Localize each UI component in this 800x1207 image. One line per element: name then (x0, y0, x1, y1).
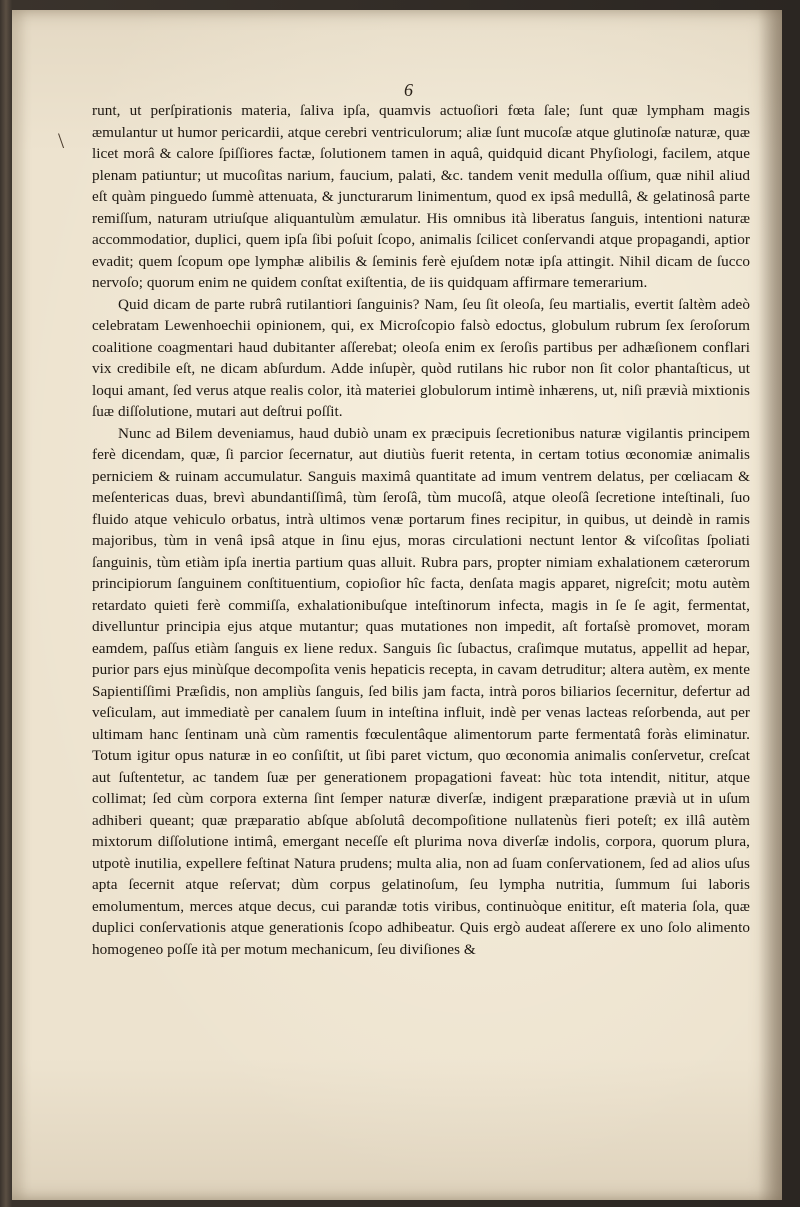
paragraph-1: runt, ut perſpirationis materia, ſaliva ipſa, quamvis actuoſiori fœta ſale; ſunt quæ lympham magis æmulantur ut humor pericardii, atque cerebri ventriculorum; aliæ ſunt mucoſæ atque glutinoſæ naturæ, quæ licet morâ & calore ſpiſſiores factæ, ſolutionem tamen in aquâ, quidquid dicant Phyſiologi, facilem, atque plenam patiuntur; ut mucoſitas narium, faucium, palati, &c. tandem venit medulla oſſium, quæ nihil aliud eſt quàm pinguedo ſummè attenuata, & juncturarum linimentum, quod ex ipsâ medullâ, & gelatinosâ parte remiſſum, naturam utriuſque aliquantulùm æmulatur. His omnibus ità liberatus ſanguis, intentioni naturæ accommodatior, duplici, quem ipſa ſibi poſuit ſcopo, animalis ſcilicet conſervandi atque propagandi, aptior evadit; quem ſcopum ope lymphæ alibilis & ſeminis ferè ejuſdem notæ ipſa attingit. Nihil dicam de ſucco nervoſo; quorum enim ne quidem conſtat exiſtentia, de iis quidquam affirmare temerarium. (92, 102, 750, 291)
paragraph-3: Nunc ad Bilem deveniamus, haud dubiò unam ex præcipuis ſecretionibus naturæ vigilantis principem ferè dicendam, quæ, ſi parcior ſecernatur, aut diutiùs fuerit retenta, in certam totius œconomiæ animalis perniciem & ruinam accumulatur. Sanguis maximâ quantitate ad imum ventrem delatus, per cœliacam & meſentericas duas, brevì abundantiſſimâ, tùm ſeroſâ, tùm mucoſâ, atque oleoſâ ſecretione inteſtinali, ſuo fluido atque vehiculo orbatus, intrà ultimos venæ portarum fines recipitur, in quibus, ut deindè in ramis majoribus, tùm in venâ ipsâ atque in ſinu ejus, moras circulationi nectunt lentor & viſcoſitas ſpoliati ſanguinis, tùm etiàm ipſa inertia partium quas alluit. Rubra pars, propter nimiam exhalationem cæterorum principiorum ſanguinem conſtituentium, copioſior hîc facta, denſata magis apparet, nigreſcit; motu autèm retardato quieti ferè commiſſa, exhalationibuſque inteſtinorum infecta, magis in ſe ſe agit, fermentat, divelluntur principia ejus atque mutantur; quas mutationes non impedit, aſt fortaſsè promovet, moram eamdem, paſſus etiàm ſanguis ex liene redux. Sanguis ſic ſubactus, craſimque mutatus, appellit ad hepar, purior pars ejus minùſque decompoſita venis hepaticis recepta, in cavam detruditur; altera autèm, ex mente Sapientiſſimi Præſidis, non ampliùs ſanguis, ſed bilis jam facta, intrà poros biliarios ſecernitur, defertur ad veſiculam, aut immediatè per canalem ſuum in inteſtina influit, indè per venas lacteas reſorbenda, aut per ultimam hanc ſentinam unà cùm ramentis fœculentâque alimentorum parte fermentatâ foràs eliminatur. Totum igitur opus naturæ in eo conſiſtit, ut ſibi paret victum, quo œconomia animalis conſervetur, creſcat aut ſuſtentetur, ac tandem ſuæ per generationem propagationi faveat: hùc tota intendit, nititur, atque collimat; ſed cùm corpora externa ſint ſemper naturæ diverſæ, indigent præparatione prævià ut in uſum adhiberi queant; quæ præparatio abſque abſolutâ decompoſitione nullatenùs fieri poteſt; ex illâ autèm mixtorum diſſolutione intimâ, emergant neceſſe eſt plurima nova diverſæ indolis, corpora, quorum plura, utpotè inutilia, expellere feſtinat Natura prudens; multa alia, non ad ſuam conſervationem, ſed ad alios uſus apta ſecernit atque reſervat; dùm corpus gelatinoſum, ſeu lympha nutritia, ſummum ſui laboris emolumentum, merces atque decus, cui parandæ totis viribus, continuòque enititur, eſt materia ſola, quæ duplici conſervationis atque generationis ſcopo adhibeatur. Quis ergò audeat aſſerere ex uno ſolo alimento homogeneo poſſe ità per motum mechanicum, ſeu diviſiones & (92, 424, 750, 958)
paragraph-2: Quid dicam de parte rubrâ rutilantiori ſanguinis? Nam, ſeu ſit oleoſa, ſeu martialis, evertit ſaltèm adeò celebratam Lewenhoechii opinionem, qui, ex Microſcopio falsò edoctus, globulum rubrum ſex ſeroſorum coalitione coagmentari haud dubitanter aſſerebat; oleoſa enim ex ſeroſis partibus per adhæſionem conflari vix credibile eſt, ne dicam abſurdum. Adde inſupèr, quòd rutilans hic rubor non ſit color phantaſticus, ut loqui amant, ſed verus atque realis color, ità materiei globulorum intimè inhærens, ut, niſi prævià mixtionis ſuæ diſſolutione, mutari aut deſtrui poſſit. (92, 295, 750, 420)
body-text (92, 100, 750, 960)
margin-pen-mark: \ (58, 128, 65, 153)
page-gutter-shadow (758, 10, 782, 1200)
page-number: 6 (404, 80, 413, 100)
